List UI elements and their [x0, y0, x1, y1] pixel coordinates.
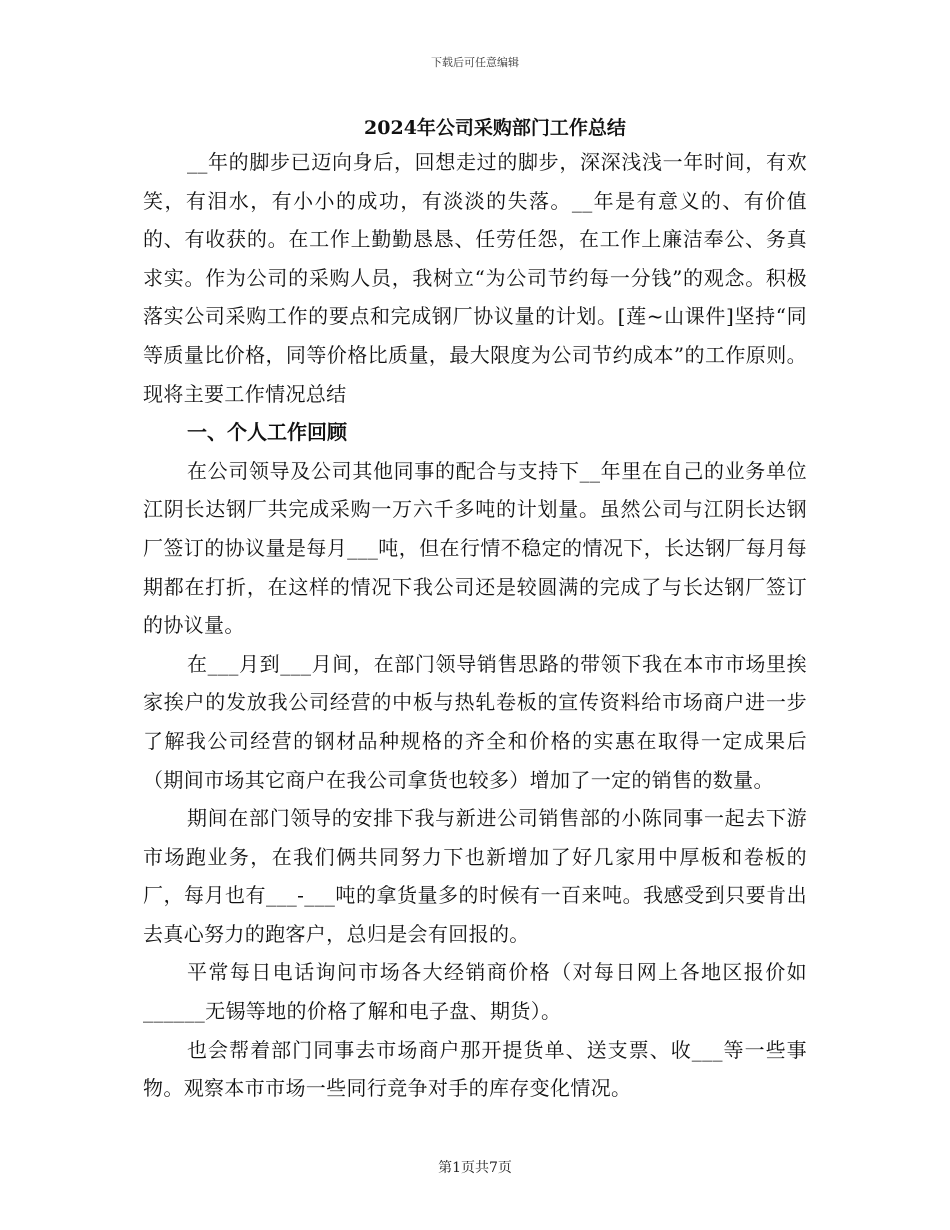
- section-heading: 一、个人工作回顾: [187, 420, 347, 445]
- paragraph-assist-colleagues: 也会帮着部门同事去市场商户那开提货单、送支票、收___等一些事物。观察本市市场一些同行竞争对手的库存变化情况。: [143, 1037, 807, 1101]
- paragraph-intro: __年的脚步已迈向身后，回想走过的脚步，深深浅浅一年时间，有欢笑，有泪水，有小小的成功，有淡淡的失落。__年是有意义的、有价值的、有收获的。在工作上勤勤恳恳、任劳任怨，在工作上廉洁奉公、务真求实。作为公司的采购人员，我树立“为公司节约每一分钱”的观念。积极落实公司采购工作的要点和完成钢厂协议量的计划。[莲~山课件]坚持“同等质量比价格，同等价格比质量，最大限度为公司节约成本”的工作原则。现将主要工作情况总结: [143, 150, 807, 406]
- paragraph-downstream-business: 期间在部门领导的安排下我与新进公司销售部的小陈同事一起去下游市场跑业务，在我们俩共同努力下也新增加了好几家用中厚板和卷板的厂，每月也有___-___吨的拿货量多的时候有一百来吨。我感受到只要肯出去真心努力的跑客户，总归是会有回报的。: [143, 806, 807, 946]
- page-number-footer: 第1页共7页: [438, 1160, 512, 1176]
- paragraph-procurement: 在公司领导及公司其他同事的配合与支持下__年里在自己的业务单位江阴长达钢厂共完成采购一万六千多吨的计划量。虽然公司与江阴长达钢厂签订的协议量是每月___吨，但在行情不稳定的情况下，长达钢厂每月每期都在打折，在这样的情况下我公司还是较圆满的完成了与长达钢厂签订的协议量。: [143, 458, 807, 638]
- document-title: 2024年公司采购部门工作总结: [364, 117, 626, 139]
- page-header-note: 下载后可任意编辑: [431, 56, 519, 69]
- paragraph-price-inquiry: 平常每日电话询问市场各大经销商价格（对每日网上各地区报价如______无锡等地的价格了解和电子盘、期货）。: [143, 960, 807, 1024]
- document-body: [143, 113, 807, 1108]
- paragraph-market-promotion: 在___月到___月间，在部门领导销售思路的带领下我在本市市场里挨家挨户的发放我公司经营的中板与热轧卷板的宣传资料给市场商户进一步了解我公司经营的钢材品种规格的齐全和价格的实惠在取得一定成果后（期间市场其它商户在我公司拿货也较多）增加了一定的销售的数量。: [143, 651, 807, 792]
